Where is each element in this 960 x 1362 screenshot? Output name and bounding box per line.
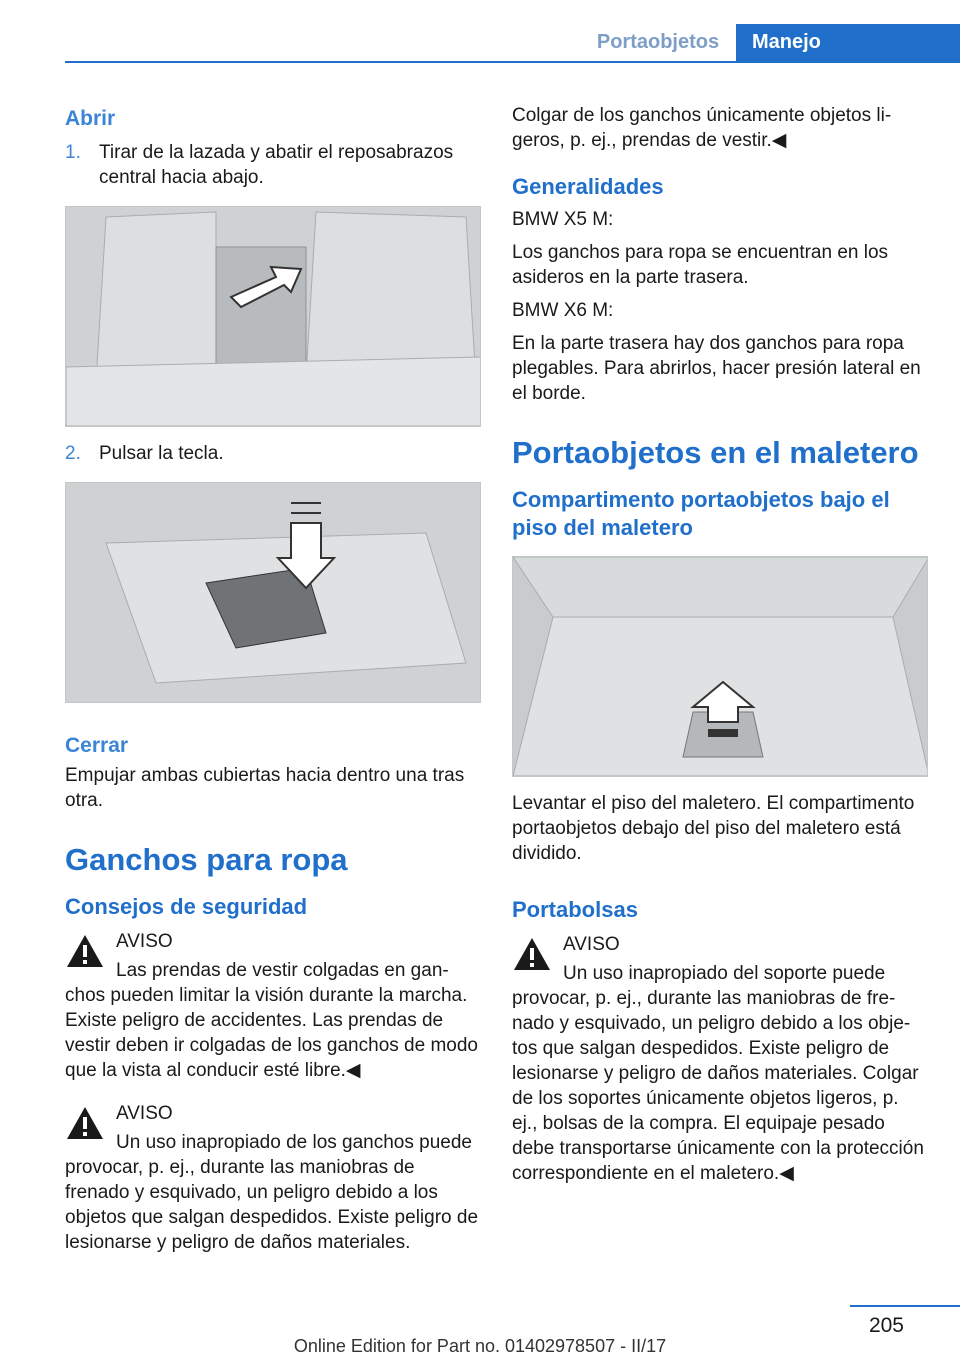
warning-1-label: AVISO [116, 931, 173, 952]
warning-2-label: AVISO [116, 1103, 173, 1124]
maletero-heading: Portaobjetos en el maletero [512, 435, 919, 470]
step-2-text: Pulsar la tecla. [99, 443, 224, 464]
warning-triangle-icon [65, 933, 105, 969]
warning-1-text: Las prendas de vestir colgadas en ganchos pueden limitar la visión durante la marcha. Existe peligro de accidentes. Las prendas de vestir deben ir colgadas de los ganchos de modo que la vista al conducir esté libre.◀ [65, 960, 478, 1081]
x5-text: Los ganchos para ropa se encuentran en los asideros en la parte trasera. [512, 242, 889, 288]
ganchos-heading: Ganchos para ropa [65, 842, 348, 877]
warning-triangle-icon [65, 1105, 105, 1141]
cerrar-text: Empujar ambas cubiertas hacia dentro una tras otra. [65, 765, 465, 811]
consejos-heading: Consejos de seguridad [65, 894, 308, 919]
x5-label: BMW X5 M: [512, 209, 614, 230]
page-number: 205 [868, 1314, 904, 1337]
x6-text: En la parte trasera hay dos ganchos para ropa plegables. Para abrirlos, hacer presión lateral en el borde. [512, 333, 921, 404]
header-chapter: Manejo [736, 24, 960, 61]
right-column [512, 96, 928, 1186]
armrest-illustration [66, 207, 481, 426]
warning-3-label: AVISO [563, 934, 620, 955]
generalidades-heading: Generalidades [512, 174, 664, 199]
armrest-figure [65, 206, 481, 427]
cerrar-heading: Cerrar [65, 734, 129, 757]
header-rule [65, 61, 960, 63]
continued-text: Colgar de los ganchos únicamente objetos ligeros, p. ej., prendas de vestir.◀ [512, 105, 892, 151]
trunk-illustration [513, 557, 928, 776]
x6-label: BMW X6 M: [512, 300, 614, 321]
trunk-figure [512, 556, 928, 777]
step-1-number: 1. [65, 142, 81, 163]
warning-3-text: Un uso inapropiado del soporte puede provocar, p. ej., durante las maniobras de frenado y esquivado, un peligro debido a los objetos que salgan despedidos. Existe peligro de lesionarse y peligro de daños materiales. Colgar de los soportes únicamente objetos ligeros, p. ej., bolsas de la compra. El equipaje pesado debe transportarse únicamente con la protección correspondiente en el maletero.◀ [512, 963, 924, 1184]
step-2 [65, 441, 481, 466]
warning-2-text: Un uso inapropiado de los ganchos puede provocar, p. ej., durante las maniobras de frenado y esquivado, un peligro debido a los objetos que salgan despedidos. Existe peligro de lesionarse y peligro de daños materiales. [65, 1132, 479, 1253]
compartimento-heading: Compartimento portaobjetos bajo el piso del maletero [512, 487, 890, 540]
edition-line: Online Edition for Part no. 01402978507 - II/17 [293, 1336, 667, 1356]
header-section: Portaobjetos [596, 31, 720, 53]
step-1-text: Tirar de la lazada y abatir el reposabrazos central hacia abajo. [99, 142, 454, 188]
warning-1 [65, 929, 481, 1083]
warning-2 [65, 1101, 481, 1255]
step-1 [65, 140, 481, 190]
compartimento-text: Levantar el piso del maletero. El compartimento portaobjetos debajo del piso del maletero está dividido. [512, 793, 915, 864]
button-illustration [66, 483, 481, 702]
left-column [65, 96, 481, 1255]
button-figure [65, 482, 481, 703]
footer-rule [850, 1305, 960, 1307]
warning-triangle-icon [512, 936, 552, 972]
portabolsas-heading: Portabolsas [512, 897, 638, 922]
step-2-number: 2. [65, 443, 81, 464]
abrir-heading: Abrir [65, 107, 116, 130]
warning-3 [512, 932, 928, 1186]
